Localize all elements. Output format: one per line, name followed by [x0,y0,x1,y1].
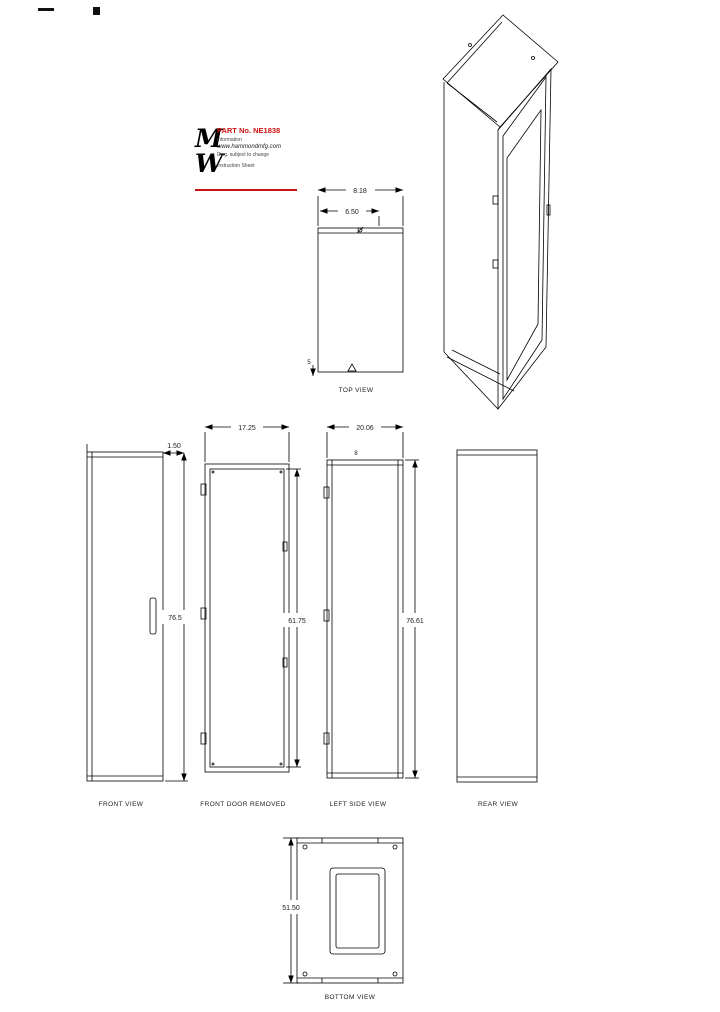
dim-side-top: 8 [354,451,358,457]
dim-top-offset: 5 [307,360,311,366]
website-text: www.hammondmfg.com [217,144,282,150]
front-view-label: FRONT VIEW [98,801,144,808]
top-view-label: TOP VIEW [338,387,374,394]
dim-top-door: 6.50 [345,209,359,216]
iso-hinge [493,260,498,268]
mounting-hole [303,845,307,849]
left-side-view [324,427,419,778]
door-removed-label: FRONT DOOR REMOVED [200,801,286,808]
note-line: Dwg. subject to change [217,152,269,158]
dim-side-height: 76.61 [406,618,424,625]
door-handle [150,598,156,634]
dim-side-depth: 20.06 [356,425,374,432]
dim-front-height: 76.5 [168,615,182,622]
iso-hinge [493,196,498,204]
dim-front-trim: 1.50 [167,443,181,450]
hinge [324,733,329,744]
front-view-outline [87,452,163,781]
left-side-label: LEFT SIDE VIEW [329,801,387,808]
mounting-hole [393,845,397,849]
hinge [324,487,329,498]
bottom-view-label: BOTTOM VIEW [324,994,376,1001]
logo-letter-w: W [195,149,224,178]
dim-door-height: 61.75 [288,618,306,625]
mounting-hole [303,972,307,976]
hinge [324,610,329,621]
rear-view-outline [457,450,537,782]
info-line: information [217,137,242,143]
iso-screw [469,44,472,47]
mounting-hole [393,972,397,976]
rear-view-label: REAR VIEW [477,801,519,808]
dim-top-depth: 8.18 [353,188,367,195]
isometric-view [443,15,558,409]
bottom-cutout [330,868,385,954]
dim-door-width: 17.25 [238,425,256,432]
bottom-view-outline [297,838,403,983]
door-removed-outline [205,464,289,772]
left-side-outline [327,460,403,778]
top-view [313,190,403,376]
logo-letter-m: M [195,124,223,153]
dim-bottom-depth: 51.50 [282,905,300,912]
datum-triangle [348,364,356,371]
top-view-outline [318,228,403,372]
footer-line: Instruction Sheet [217,163,255,169]
door-removed-view [201,427,301,772]
rear-view [457,450,537,782]
iso-screw [532,57,535,60]
part-number: PART No. NE1838 [217,126,281,135]
